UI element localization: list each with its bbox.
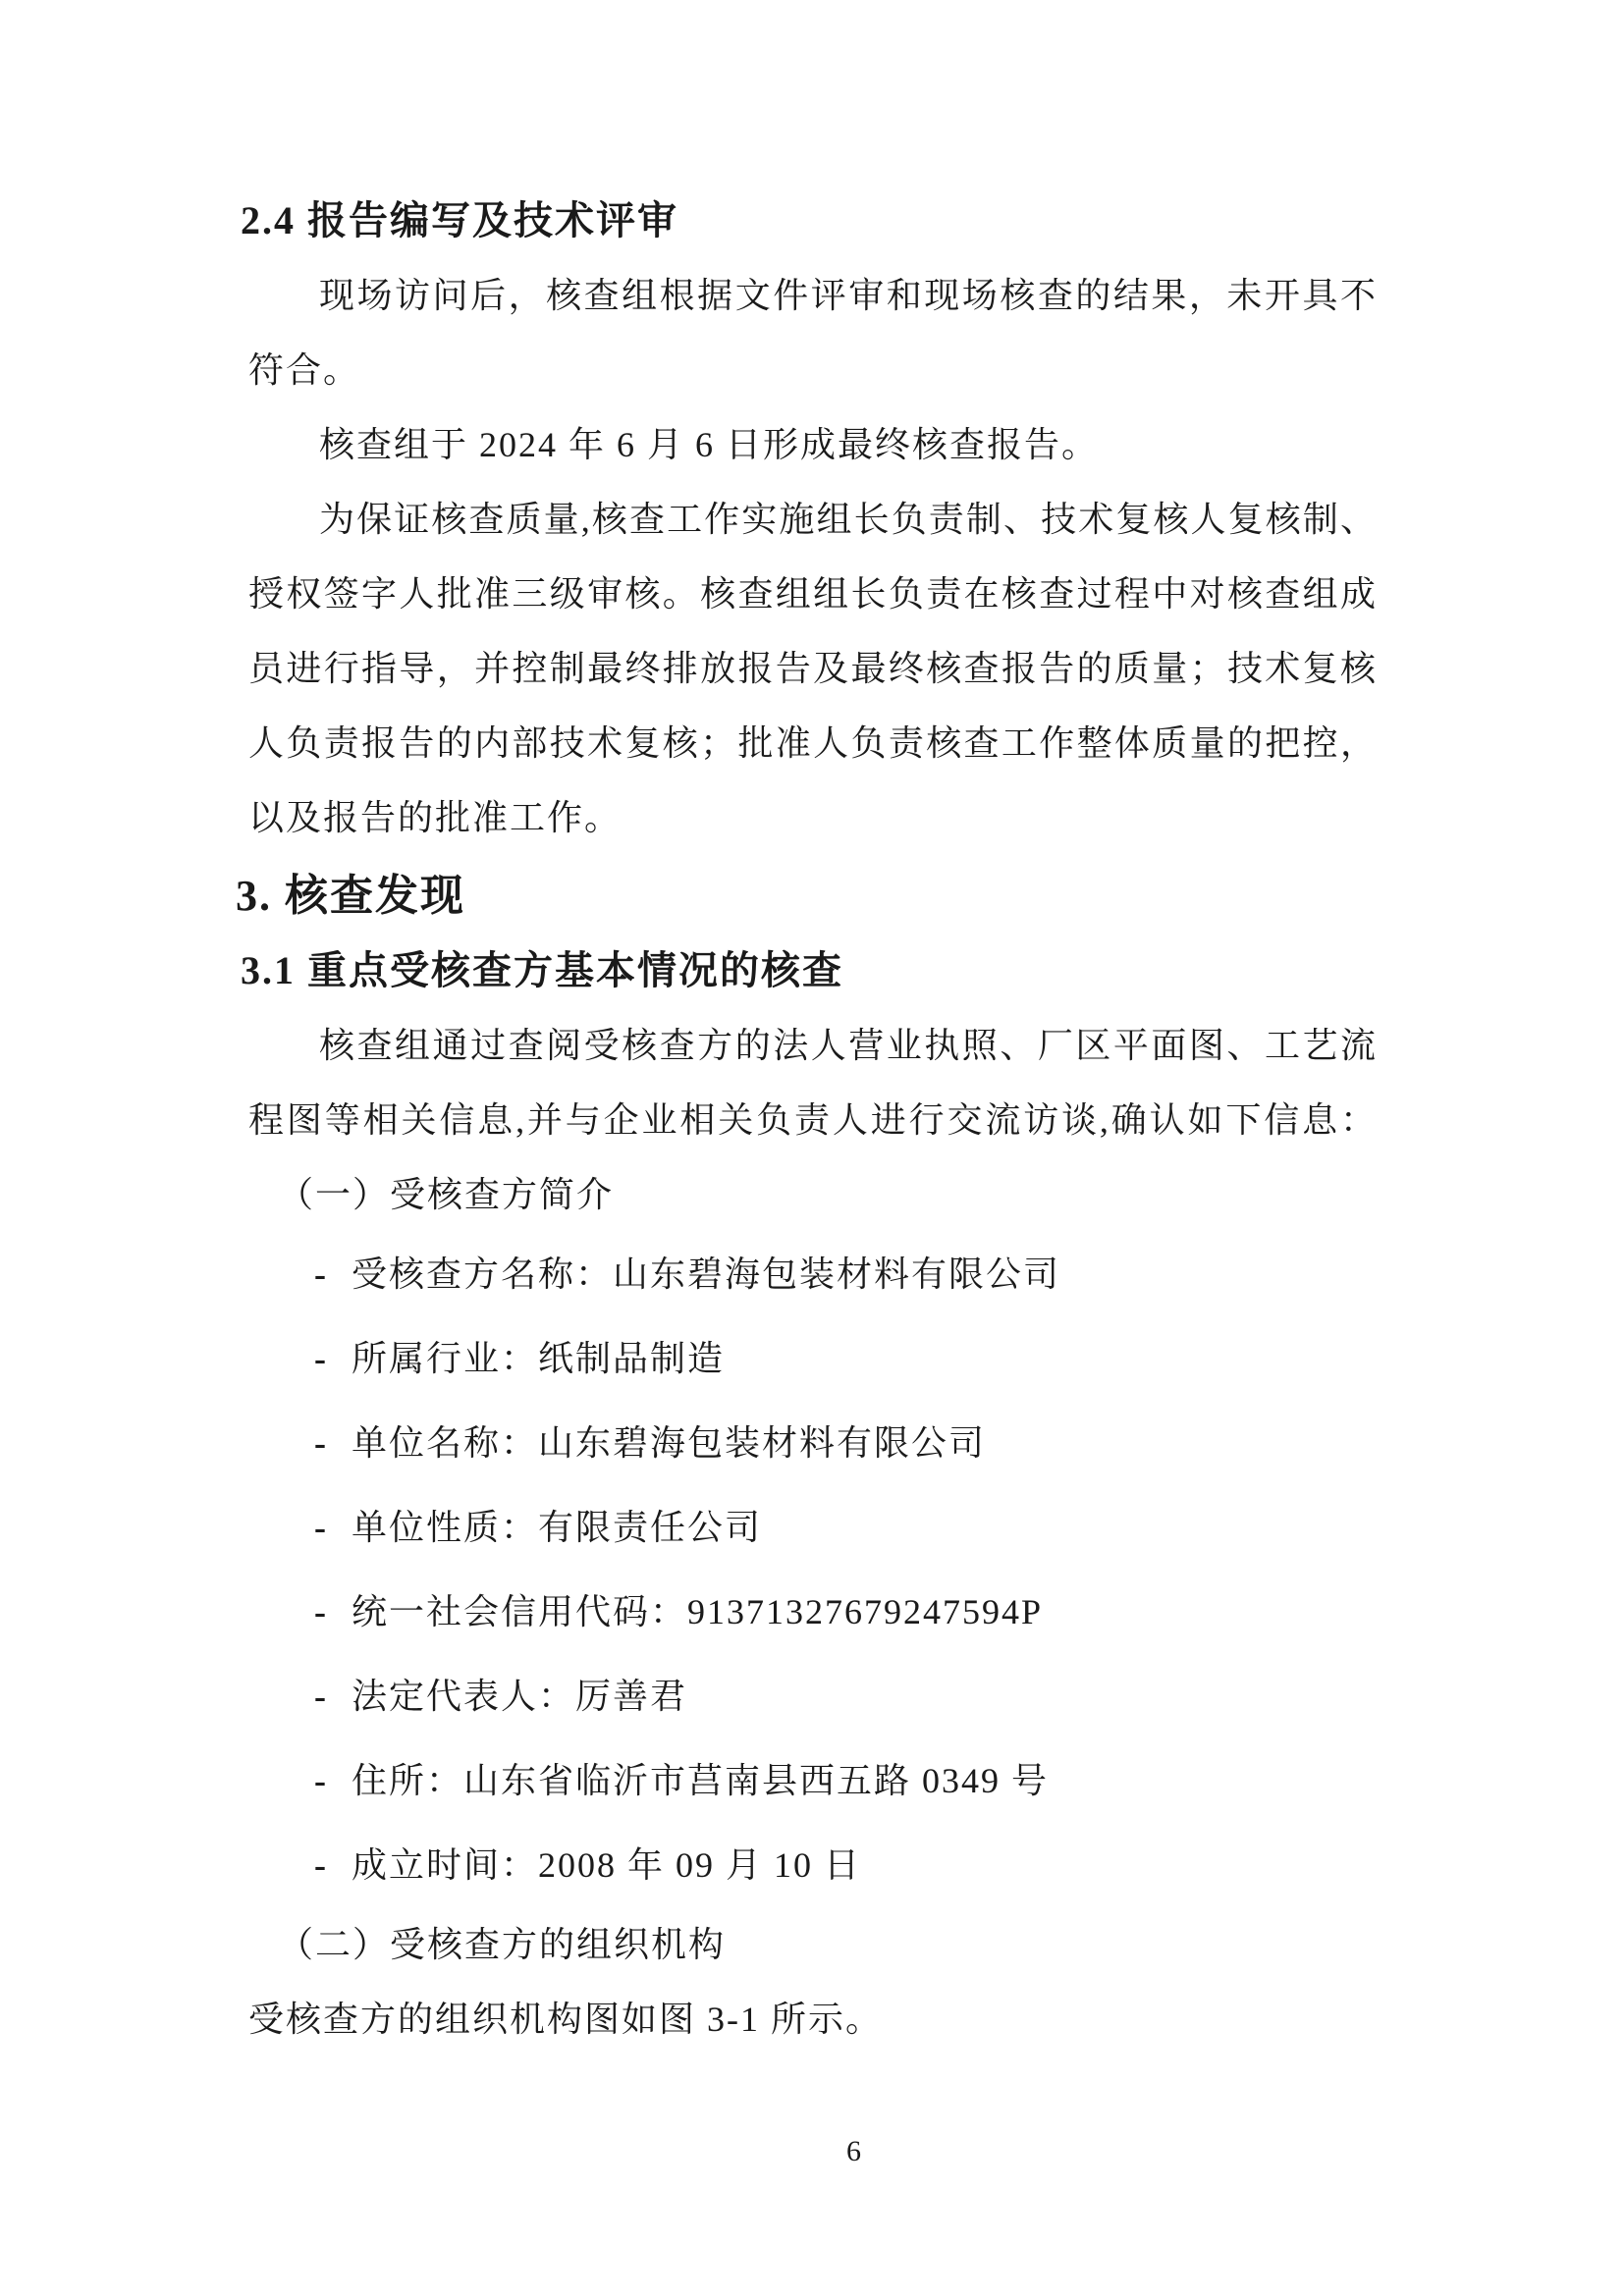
heading-3: 3. 核查发现 [236,872,465,920]
paragraph-line: 授权签字人批准三级审核。核查组组长负责在核查过程中对核查组成 [248,574,1378,614]
sub-item-2: （二）受核查方的组织机构 [278,1925,727,1964]
sub-item-1: （一）受核查方简介 [278,1175,615,1214]
list-item-text: 成立时间：2008 年 09 月 10 日 [352,1845,862,1885]
list-item-text: 住所：山东省临沂市莒南县西五路 0349 号 [352,1761,1050,1800]
list-dash-icon: - [314,1761,328,1800]
closing-line: 受核查方的组织机构图如图 3-1 所示。 [248,2000,883,2039]
list-item [248,1401,1378,1485]
list-item [248,1232,1378,1316]
paragraph-line: 员进行指导，并控制最终排放报告及最终核查报告的质量；技术复核 [248,649,1378,688]
paragraph-line: 核查组通过查阅受核查方的法人营业执照、厂区平面图、工艺流 [319,1026,1378,1065]
list-item [248,1823,1378,1907]
list-item [248,1654,1378,1738]
heading-3-1: 3.1 重点受核查方基本情况的核查 [241,948,843,992]
paragraph-line: 人负责报告的内部技术复核；批准人负责核查工作整体质量的把控， [248,723,1378,763]
list-dash-icon: - [314,1339,328,1378]
list-item-text: 所属行业：纸制品制造 [352,1339,726,1378]
paragraph-line: 核查组于 2024 年 6 月 6 日形成最终核查报告。 [319,425,1100,464]
list-item [248,1570,1378,1654]
list-dash-icon: - [314,1845,328,1885]
list-dash-icon: - [314,1255,328,1294]
list-item-text: 受核查方名称：山东碧海包装材料有限公司 [352,1255,1061,1294]
paragraph-line: 以及报告的批准工作。 [248,798,623,837]
list-item [248,1485,1378,1570]
list-item [248,1316,1378,1401]
paragraph-line: 为保证核查质量,核查工作实施组长负责制、技术复核人复核制、 [319,500,1378,539]
list-item [248,1738,1378,1823]
list-item-text: 单位性质：有限责任公司 [352,1508,763,1547]
paragraph-line: 程图等相关信息,并与企业相关负责人进行交流访谈,确认如下信息： [248,1100,1378,1140]
page-number: 6 [846,2135,861,2167]
list-dash-icon: - [314,1592,328,1631]
heading-2-4: 2.4 报告编写及技术评审 [241,198,678,242]
paragraph-line: 现场访问后，核查组根据文件评审和现场核查的结果，未开具不 [319,276,1378,315]
list-dash-icon: - [314,1508,328,1547]
list-item-text: 法定代表人：厉善君 [352,1677,688,1716]
list-dash-icon: - [314,1677,328,1716]
list-item-text: 单位名称：山东碧海包装材料有限公司 [352,1423,987,1463]
list-item-text: 统一社会信用代码：91371327679247594P [352,1592,1044,1631]
paragraph-line: 符合。 [248,350,361,390]
page-content [236,0,1378,2056]
list-dash-icon: - [314,1423,328,1463]
